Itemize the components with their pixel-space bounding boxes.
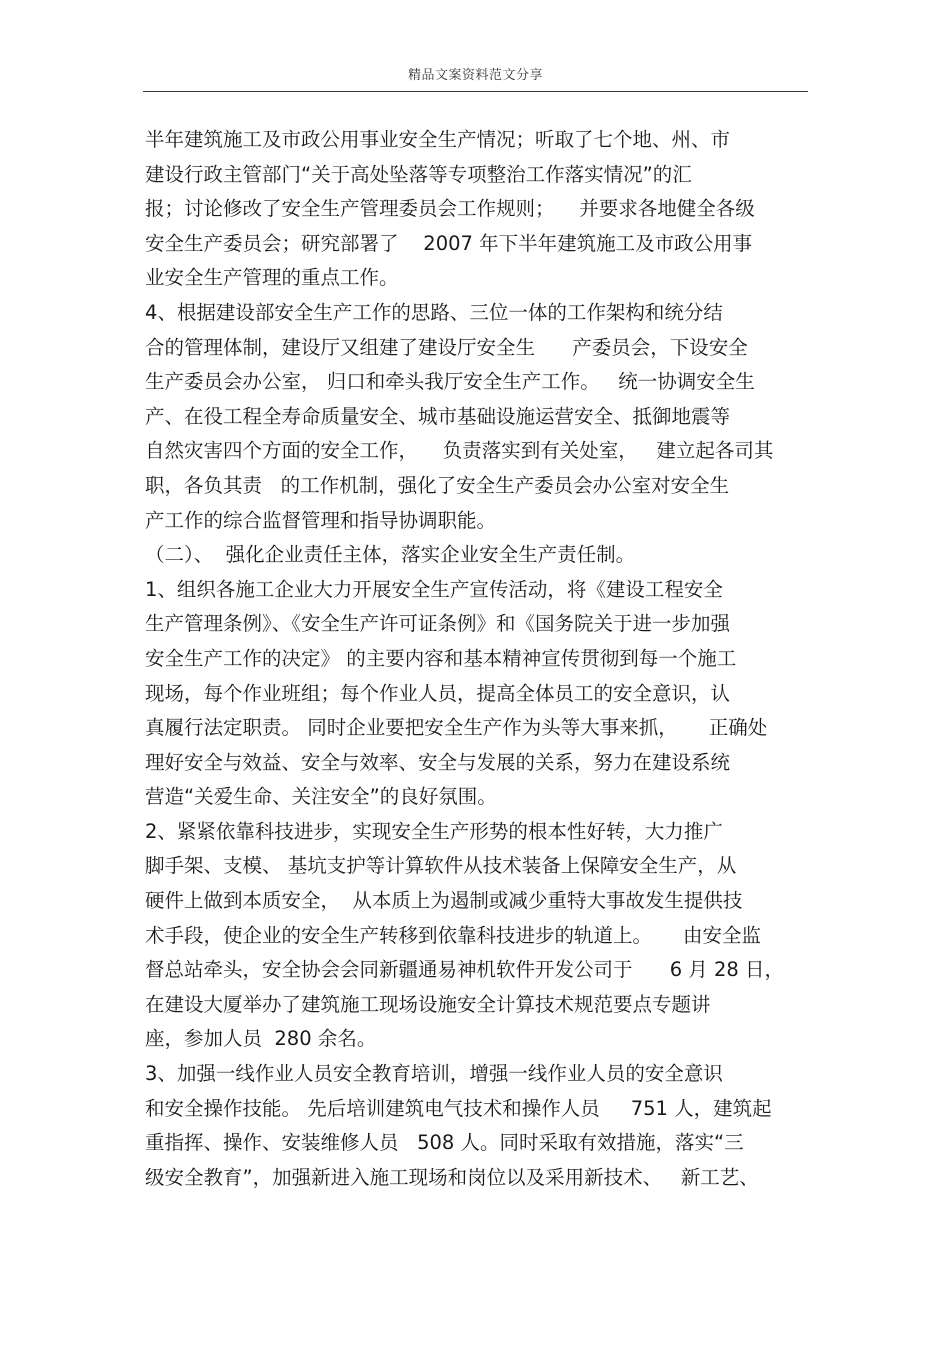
text-line: 3、加强一线作业人员安全教育培训，增强一线作业人员的安全意识 <box>145 1062 723 1086</box>
text-line: 1、组织各施工企业大力开展安全生产宣传活动，将《建设工程安全 <box>145 577 723 601</box>
text-line: 职，各负其责 的工作机制，强化了安全生产委员会办公室对安全生 <box>145 473 730 497</box>
text-line: 4、根据建设部安全生产工作的思路、三位一体的工作架构和统分结 <box>145 300 723 324</box>
text-line: 生产管理条例》、《安全生产许可证条例》和《国务院关于进一步加强 <box>145 612 731 636</box>
text-line: 真履行法定职责。 同时企业要把安全生产作为头等大事来抓， 正确处 <box>145 716 768 740</box>
section-heading: （二）、 强化企业责任主体，落实企业安全生产责任制。 <box>145 543 636 567</box>
text-line: 理好安全与效益、安全与效率、安全与发展的关系，努力在建设系统 <box>145 750 731 774</box>
text-line: 和安全操作技能。 先后培训建筑电气技术和操作人员 751 人，建筑起 <box>145 1096 772 1120</box>
text-line: 生产委员会办公室， 归口和牵头我厅安全生产工作。 统一协调安全生 <box>145 370 755 394</box>
text-line: 合的管理体制，建设厅又组建了建设厅安全生 产委员会，下设安全 <box>145 335 748 359</box>
text-line: 安全生产委员会；研究部署了 2007 年下半年建筑施工及市政公用事 <box>145 231 753 255</box>
text-line: 重指挥、操作、安装维修人员 508 人。同时采取有效措施，落实“三 <box>145 1131 744 1155</box>
text-line: 半年建筑施工及市政公用事业安全生产情况；听取了七个地、州、市 <box>145 128 731 151</box>
text-line: 脚手架、支模、 基坑支护等计算软件从技术装备上保障安全生产，从 <box>145 854 737 878</box>
text-line: 自然灾害四个方面的安全工作， 负责落实到有关处室， 建立起各司其 <box>145 439 774 463</box>
text-line: 安全生产工作的决定》 的主要内容和基本精神宣传贯彻到每一个施工 <box>145 646 737 670</box>
text-line: 现场，每个作业班组；每个作业人员，提高全体员工的安全意识，认 <box>145 681 731 705</box>
page-header: 精品文案资料范文分享 <box>407 68 543 83</box>
text-line: 术手段，使企业的安全生产转移到依靠科技进步的轨道上。 由安全监 <box>145 923 761 947</box>
document-body <box>145 123 810 1195</box>
text-line: 督总站牵头，安全协会会同新疆通易神机软件开发公司于 6 月 28 日， <box>145 958 785 982</box>
text-line: 报；讨论修改了安全生产管理委员会工作规则； 并要求各地健全各级 <box>145 197 755 221</box>
text-line: 级安全教育”，加强新进入施工现场和岗位以及采用新技术、 新工艺、 <box>145 1165 759 1189</box>
text-line: 2、紧紧依靠科技进步，实现安全生产形势的根本性好转，大力推广 <box>145 819 723 843</box>
header-divider <box>143 91 808 92</box>
text-line: 硬件上做到本质安全， 从本质上为遏制或减少重特大事故发生提供技 <box>145 889 743 913</box>
text-line: 产工作的综合监督管理和指导协调职能。 <box>145 508 497 532</box>
text-line: 建设行政主管部门“关于高处坠落等专项整治工作落实情况”的汇 <box>145 162 692 186</box>
text-line: 营造“关爱生命、关注安全”的良好氛围。 <box>145 785 497 809</box>
text-line: 业安全生产管理的重点工作。 <box>145 266 399 290</box>
text-line: 座，参加人员 280 余名。 <box>145 1027 377 1051</box>
text-line: 产、在役工程全寿命质量安全、城市基础设施运营安全、抵御地震等 <box>145 404 731 428</box>
text-line: 在建设大厦举办了建筑施工现场设施安全计算技术规范要点专题讲 <box>145 992 711 1016</box>
